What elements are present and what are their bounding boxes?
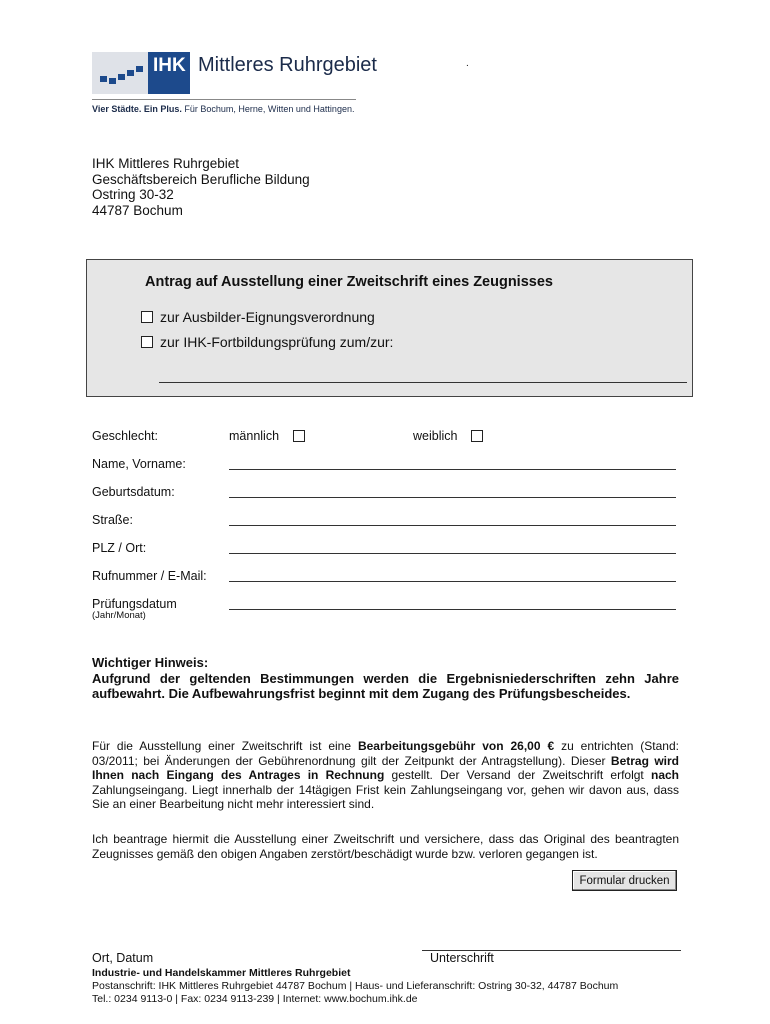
footer bbox=[92, 967, 618, 1006]
stray-dot: . bbox=[466, 58, 469, 69]
tagline: Vier Städte. Ein Plus. Für Bochum, Herne, Witten und Hattingen. bbox=[92, 104, 355, 114]
birthdate-label: Geburtsdatum: bbox=[92, 485, 175, 499]
checkbox-female[interactable] bbox=[471, 430, 483, 442]
checkbox-male[interactable] bbox=[293, 430, 305, 442]
notice-text: Aufgrund der geltenden Bestimmungen werden die Ergebnisniederschriften zehn Jahre aufbewahrt. Die Aufbewahrungsfrist beginnt mit dem Zugang des Prüfungsbescheides. bbox=[92, 670, 679, 701]
address-line-4: 44787 Bochum bbox=[92, 202, 183, 218]
phone-email-label: Rufnummer / E-Mail: bbox=[92, 569, 207, 583]
logo-divider bbox=[92, 99, 356, 100]
exam-date-field[interactable] bbox=[229, 609, 676, 610]
address-line-1: IHK Mittleres Ruhrgebiet bbox=[92, 156, 240, 171]
recipient-address bbox=[92, 156, 310, 218]
address-line-3: Ostring 30-32 bbox=[92, 187, 174, 202]
application-title: Antrag auf Ausstellung einer Zweitschrift eines Zeugnisses bbox=[145, 274, 553, 290]
exam-date-hint: (Jahr/Monat) bbox=[92, 610, 146, 621]
ihk-logo bbox=[92, 52, 377, 96]
gender-male bbox=[229, 429, 312, 443]
option-ausbilder-label: zur Ausbilder-Eignungsverordnung bbox=[160, 309, 375, 325]
gender-label: Geschlecht: bbox=[92, 429, 159, 443]
logo-name: Mittleres Ruhrgebiet bbox=[198, 54, 377, 76]
declaration-paragraph: Ich beantrage hiermit die Ausstellung einer Zweitschrift und versichere, dass das Original des beantragten Zeugnisses gemäß den obigen Angaben zerstört/beschädigt wurde bzw. verloren gegangen ist. bbox=[92, 832, 679, 861]
gender-female-label: weiblich bbox=[413, 429, 458, 443]
name-label: Name, Vorname: bbox=[92, 457, 186, 471]
name-field[interactable] bbox=[229, 469, 676, 470]
notice-heading: Wichtiger Hinweis: bbox=[92, 655, 209, 670]
exam-date-label: Prüfungsdatum bbox=[92, 597, 177, 611]
logo-abbr: IHK bbox=[148, 52, 190, 94]
application-box bbox=[86, 259, 693, 397]
street-field[interactable] bbox=[229, 525, 676, 526]
gender-male-label: männlich bbox=[229, 429, 280, 443]
footer-org: Industrie- und Handelskammer Mittleres Ruhrgebiet bbox=[92, 967, 351, 979]
birthdate-field[interactable] bbox=[229, 497, 676, 498]
footer-address: Postanschrift: IHK Mittleres Ruhrgebiet 44787 Bochum | Haus- und Lieferanschrift: Ostring 30-32, 44787 Bochum bbox=[92, 980, 619, 992]
footer-contact: Tel.: 0234 9113-0 | Fax: 0234 9113-239 | Internet: www.bochum.ihk.de bbox=[92, 993, 418, 1005]
print-form-button[interactable]: Formular drucken bbox=[572, 870, 677, 891]
city-field[interactable] bbox=[229, 553, 676, 554]
checkbox-fortbildung[interactable] bbox=[141, 336, 153, 348]
fee-paragraph: Für die Ausstellung einer Zweitschrift ist eine Bearbeitungsgebühr von 26,00 € zu entrichten (Stand: 03/2011; bei Änderungen der Gebührenordnung gilt der Zeitpunkt der Antragstellung). Dieser Betrag wird Ihnen nach Eingang des Antrages in Rechnung gestellt. Der Versand der Zweitschrift erfolgt nach Zahlungseingang. Liegt innerhalb der 14tägigen Frist kein Zahlungseingang vor, gehen wir davon aus, dass Sie an einer Bearbeitung nicht mehr interessiert sind. bbox=[92, 739, 680, 811]
place-date-label: Ort, Datum bbox=[92, 951, 154, 965]
option-ausbilder bbox=[141, 309, 375, 325]
address-line-2: Geschäftsbereich Berufliche Bildung bbox=[92, 171, 310, 187]
option-fortbildung bbox=[141, 334, 393, 350]
option-fortbildung-label: zur IHK-Fortbildungsprüfung zum/zur: bbox=[160, 334, 394, 350]
fortbildung-input-line[interactable] bbox=[159, 382, 687, 383]
important-notice bbox=[92, 655, 679, 702]
gender-female bbox=[413, 429, 490, 443]
logo-squares-icon bbox=[92, 52, 148, 94]
city-label: PLZ / Ort: bbox=[92, 541, 147, 555]
phone-email-field[interactable] bbox=[229, 581, 676, 582]
street-label: Straße: bbox=[92, 513, 133, 527]
signature-label: Unterschrift bbox=[430, 951, 494, 965]
checkbox-ausbilder[interactable] bbox=[141, 311, 153, 323]
